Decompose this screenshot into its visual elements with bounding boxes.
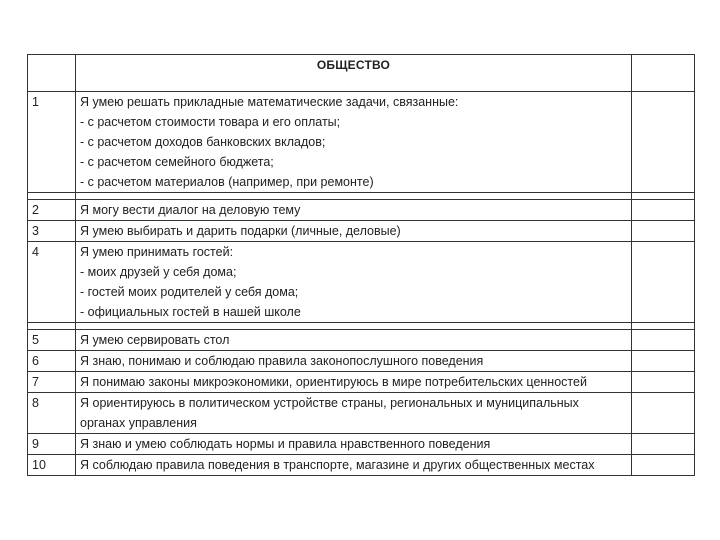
row-number: 7 bbox=[28, 372, 76, 393]
table-title: ОБЩЕСТВО bbox=[76, 55, 632, 92]
table-row bbox=[28, 351, 695, 372]
society-checklist-table bbox=[27, 54, 695, 476]
spacer-row bbox=[28, 193, 695, 200]
row-number: 4 bbox=[28, 242, 76, 323]
row-text-cell bbox=[76, 330, 632, 351]
row-text-cell bbox=[76, 221, 632, 242]
table-row bbox=[28, 200, 695, 221]
row-text-line: - с расчетом доходов банковских вкладов; bbox=[80, 135, 326, 149]
table-row bbox=[28, 434, 695, 455]
row-text-line: - официальных гостей в нашей школе bbox=[80, 305, 301, 319]
row-extra-cell bbox=[632, 351, 695, 372]
table-row bbox=[28, 92, 695, 193]
row-text-line: - моих друзей у себя дома; bbox=[80, 265, 237, 279]
header-row bbox=[28, 55, 695, 92]
row-extra-cell bbox=[632, 372, 695, 393]
header-num-cell bbox=[28, 55, 76, 92]
row-text-cell bbox=[76, 393, 632, 434]
row-text-line: Я умею выбирать и дарить подарки (личные, деловые) bbox=[80, 224, 401, 238]
row-extra-cell bbox=[632, 242, 695, 323]
row-extra-cell bbox=[632, 434, 695, 455]
row-extra-cell bbox=[632, 455, 695, 476]
row-text: Я соблюдаю правила поведения в транспорте, магазине и других общественных местах bbox=[80, 458, 595, 472]
row-number: 8 bbox=[28, 393, 76, 434]
row-text-cell bbox=[76, 200, 632, 221]
table-row bbox=[28, 455, 695, 476]
row-text-line: Я умею решать прикладные математические задачи, связанные: bbox=[80, 95, 459, 109]
row-number: 2 bbox=[28, 200, 76, 221]
row-text: Я понимаю законы микроэкономики, ориентируюсь в мире потребительских ценностей bbox=[80, 375, 587, 389]
table-row bbox=[28, 221, 695, 242]
row-extra-cell bbox=[632, 221, 695, 242]
row-extra-cell bbox=[632, 330, 695, 351]
table-row bbox=[28, 330, 695, 351]
row-extra-cell bbox=[632, 200, 695, 221]
row-text-line: - с расчетом материалов (например, при ремонте) bbox=[80, 175, 374, 189]
row-text-cell bbox=[76, 372, 632, 393]
row-text-cell bbox=[76, 455, 632, 476]
row-text-line: - с расчетом стоимости товара и его оплаты; bbox=[80, 115, 341, 129]
row-number: 3 bbox=[28, 221, 76, 242]
row-text-cell bbox=[76, 351, 632, 372]
table-row bbox=[28, 393, 695, 434]
row-text-line: Я могу вести диалог на деловую тему bbox=[80, 203, 301, 217]
row-text-cell bbox=[76, 434, 632, 455]
table-row bbox=[28, 372, 695, 393]
table-row bbox=[28, 242, 695, 323]
row-text-line: - с расчетом семейного бюджета; bbox=[80, 155, 274, 169]
row-text-cell bbox=[76, 242, 632, 323]
row-extra-cell bbox=[632, 92, 695, 193]
row-text-line: - гостей моих родителей у себя дома; bbox=[80, 285, 299, 299]
spacer-row bbox=[28, 323, 695, 330]
row-number: 1 bbox=[28, 92, 76, 193]
row-text: Я ориентируюсь в политическом устройстве страны, региональных и муниципальных органах управления bbox=[80, 396, 579, 430]
row-number: 9 bbox=[28, 434, 76, 455]
row-number: 5 bbox=[28, 330, 76, 351]
row-text-line: Я умею принимать гостей: bbox=[80, 245, 234, 259]
header-extra-cell bbox=[632, 55, 695, 92]
row-text: Я знаю и умею соблюдать нормы и правила нравственного поведения bbox=[80, 437, 491, 451]
row-number: 6 bbox=[28, 351, 76, 372]
row-text-line: Я знаю, понимаю и соблюдаю правила законопослушного поведения bbox=[80, 354, 484, 368]
row-text-cell bbox=[76, 92, 632, 193]
row-text-line: Я умею сервировать стол bbox=[80, 333, 230, 347]
row-extra-cell bbox=[632, 393, 695, 434]
row-number: 10 bbox=[28, 455, 76, 476]
